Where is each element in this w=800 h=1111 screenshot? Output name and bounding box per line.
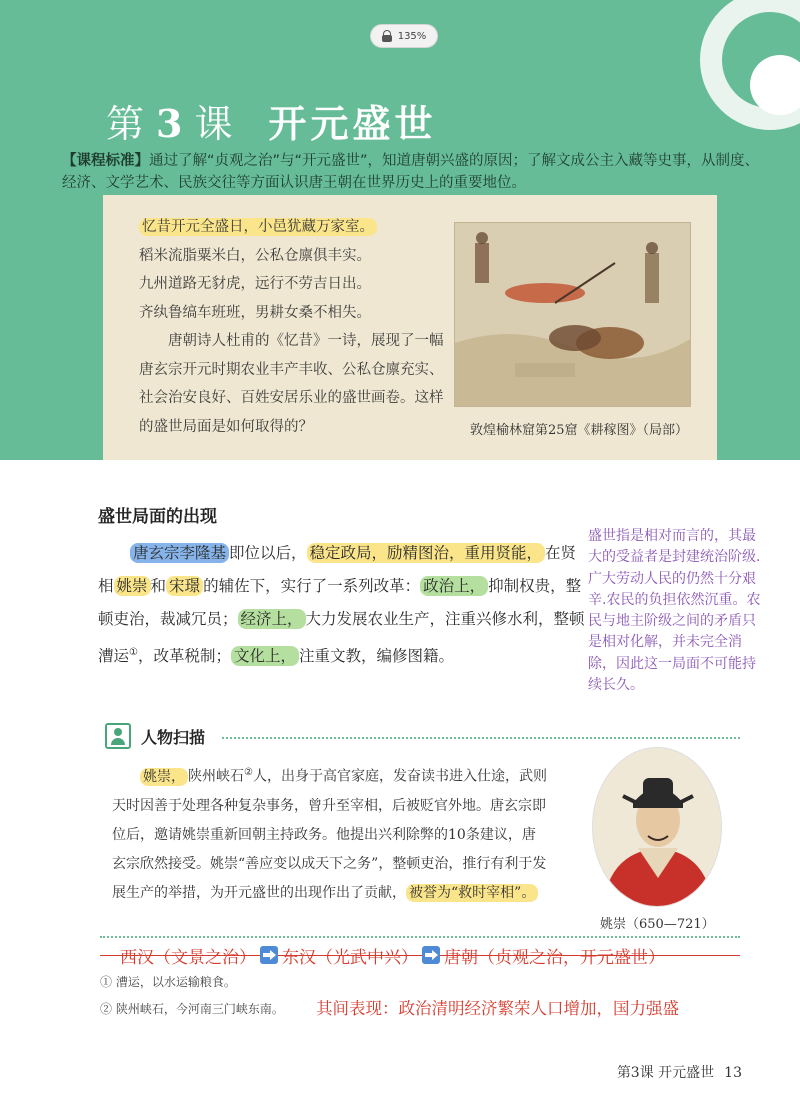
footnote-ref: ② [244, 767, 253, 778]
lesson-name: 开元盛世 [268, 102, 437, 146]
standard-label: 【课程标准】 [62, 153, 149, 169]
highlight-politics: 政治上， [420, 576, 488, 596]
section-paragraph [98, 537, 588, 673]
footnote-ref: ① [129, 647, 138, 658]
footnote-1: ① 漕运，以水运输粮食。 [100, 975, 236, 989]
strike-line [100, 955, 740, 956]
poem-line: 九州道路无豺虎，远行不劳吉日出。 [139, 276, 371, 292]
poem-line: 齐纨鲁缟车班班，男耕女桑不相失。 [139, 304, 371, 321]
dynasty-1: 西汉（文景之治） [120, 947, 256, 968]
person-icon [105, 723, 131, 749]
dynasty-3: 唐朝（贞观之治，开元盛世） [444, 947, 665, 968]
highlight-songjing: 宋璟 [166, 576, 203, 596]
text-run: 人，出身于高官家庭，发奋读书进入仕途，武则天时因善于处理各种复杂事务，曾升至宰相，后被贬官外地。唐玄宗即位后，邀请姚崇重新回朝主持政务。他提出兴利除弊的10条建议，唐玄宗欣然接受。姚崇“善应变以成天下之务”，整顿吏治，推行有利于发展生产的举措，为开元盛世的出现作出了贡献， [112, 768, 547, 901]
intro-text [139, 213, 457, 441]
person-text [112, 758, 547, 908]
lesson-title [106, 93, 437, 148]
course-standard [62, 150, 762, 194]
lesson-number: 3 [156, 101, 185, 146]
highlight-name: 姚崇， [140, 768, 188, 786]
highlight-emperor: 唐玄宗李隆基 [130, 543, 229, 563]
poem-highlight: 忆昔开元全盛日，小邑犹藏万家室。 [139, 218, 377, 236]
poem-line: 稻米流脂粟米白，公私仓廪俱丰实。 [139, 247, 371, 264]
text-run: 大力发展农业生产，注重兴修水利，整顿漕运 [98, 610, 585, 666]
text-run: 注重文教，编修图籍。 [299, 647, 455, 666]
mural-caption: 敦煌榆林窟第25窟《耕稼图》（局部） [469, 423, 689, 438]
text-run: 在贤相 [98, 544, 577, 595]
summary-annotation: 其间表现：政治清明经济繁荣人口增加，国力强盛 [316, 999, 679, 1018]
divider [222, 737, 740, 739]
intro-paragraph: 唐朝诗人杜甫的《忆昔》一诗，展现了一幅唐玄宗开元时期农业丰产丰收、公私仓廪充实、社会治安良好、百姓安居乐业的盛世画卷。这样的盛世局面是如何取得的？ [139, 333, 444, 435]
arrow-right-icon [422, 946, 440, 964]
page-number: 13 [724, 1065, 742, 1081]
section-title: 盛世局面的出现 [98, 507, 217, 527]
dynasty-annotation [100, 940, 740, 970]
zoom-indicator[interactable] [370, 24, 438, 48]
portrait-caption: 姚崇（650—721） [600, 917, 715, 932]
handwritten-note: 盛世指是相对而言的，其最大的受益者是封建统治阶级.广大劳动人民的仍然十分艰辛.农民的负担依然沉重。农民与地主阶级之间的矛盾只是相对化解，并未完全消除，因此这一局面不可能持续长久。 [588, 528, 761, 694]
highlight-title: 被誉为“救时宰相”。 [406, 884, 538, 902]
page-footer [617, 1062, 742, 1082]
arrow-right-icon [260, 946, 278, 964]
standard-text: 通过了解“贞观之治”与“开元盛世”，知道唐朝兴盛的原因；了解文成公主入藏等史事，从制度、经济、文学艺术、民族交往等方面认识唐王朝在世界历史上的重要地位。 [62, 153, 760, 191]
text-run: 即位以后， [229, 544, 307, 562]
lesson-suffix: 课 [194, 102, 235, 146]
unlock-icon [382, 30, 392, 42]
person-scan-header [105, 723, 205, 749]
footnote-2: ② 陕州峡石，今河南三门峡东南。 [100, 1002, 284, 1016]
text-run: ，改革税制； [137, 647, 231, 666]
portrait-image [592, 747, 722, 907]
intro-panel [103, 195, 717, 460]
highlight-policy: 稳定政局，励精图治，重用贤能， [307, 543, 546, 563]
zoom-level: 135% [397, 30, 427, 42]
text-run: 抑制权贵，整顿吏治，裁减冗员； [98, 577, 582, 628]
mural-image [454, 222, 691, 407]
lesson-prefix: 第 [106, 102, 147, 146]
text-run: 的辅佐下，实行了一系列改革： [203, 577, 421, 595]
divider [100, 936, 740, 938]
footer-lesson: 第3课 开元盛世 [616, 1065, 715, 1081]
highlight-culture: 文化上， [231, 646, 299, 666]
highlight-yaochong: 姚崇 [114, 576, 151, 596]
person-scan-title: 人物扫描 [141, 727, 206, 747]
dynasty-2: 东汉（光武中兴） [282, 947, 418, 968]
text-run: 陕州峡石 [188, 768, 244, 785]
highlight-economy: 经济上， [238, 609, 306, 629]
text-run: 和 [150, 577, 167, 595]
